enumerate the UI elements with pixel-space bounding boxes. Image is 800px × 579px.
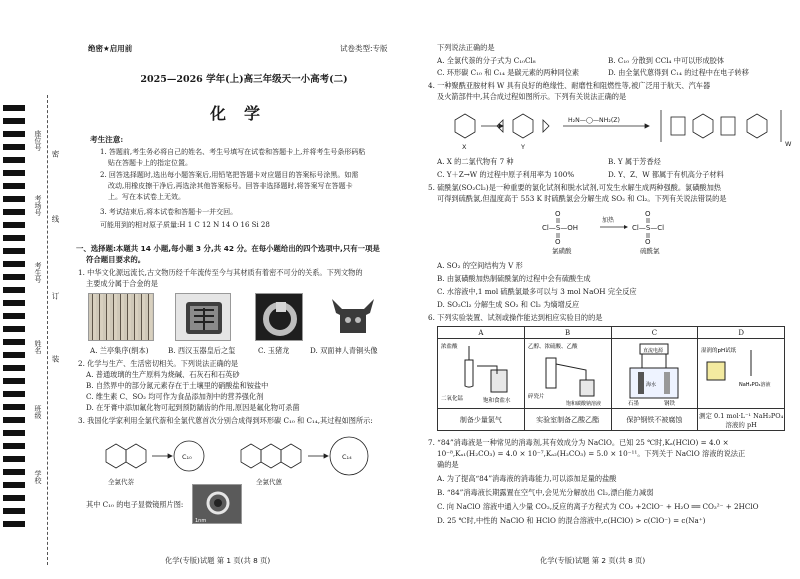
label-chlorosulfonic: 氯磺酸 (552, 247, 572, 254)
class-label: 班级 (34, 405, 42, 419)
q5-option-a: A. SO₂ 的空间结构为 V 形 (437, 261, 523, 270)
label-d0: 湿润的pH试纸 (701, 347, 737, 354)
label-a0: 浓盐酸 (440, 343, 458, 350)
col-b-header: B (524, 327, 611, 339)
apparatus-d (698, 339, 785, 409)
q7-option-d: D. 25 ℃时,中性的 NaClO 和 HClO 的混合溶液中,c(HClO) > c(ClO⁻) = c(Na⁺) (437, 516, 706, 525)
col-c-header: C (611, 327, 698, 339)
q5-structure-scheme (540, 206, 700, 254)
svg-text:Cl—S—Cl: Cl—S—Cl (632, 224, 665, 232)
q5-option-d: D. SO₂Cl₂ 分解生成 SO₂ 和 Cl₂ 为熵增反应 (437, 300, 580, 309)
notice-line: 3. 考试结束后,将本试卷和答题卡一并交回。 (100, 208, 238, 216)
q2-option-c: C. 维生素 C、SO₂ 均可作为食品添加剂中的营养强化剂 (86, 392, 264, 401)
subject-title: 化学 (209, 104, 278, 123)
purpose-d: 测定 0.1 mol·L⁻¹ NaH₂PO₄ 溶液的 pH (698, 409, 785, 431)
svg-text:Cl—S—OH: Cl—S—OH (542, 224, 579, 232)
q7-option-a: A. 为了提高“84”消毒液的消毒能力,可以添加足量的盐酸 (437, 474, 617, 483)
q3-followup-stem: 下列说法正确的是 (437, 43, 495, 52)
q5-stem: 5. 硫酰氯(SO₂Cl₂)是一种重要的氯化试剂和脱水试剂,可发生水解生成两种强酸。氯磺酸加热 (428, 183, 721, 192)
q4-stem-cont: 及火箭部件中,其合成过程如图所示。下列有关说法正确的是 (437, 92, 627, 101)
q4-option-a: A. X 的二氯代物有 7 种 (437, 157, 514, 166)
svg-text:O: O (555, 238, 561, 246)
q7-stem-cont2: 确的是 (437, 460, 459, 469)
notice-line: 上。写在本试卷上无效。 (108, 193, 185, 201)
q6-table (437, 326, 785, 431)
label-anthracene: 全氯代蒽 (256, 478, 282, 486)
q3-option-c: C. 环形碳 C₁₀ 和 C₁₄ 是碳元素的两种同位素 (437, 68, 580, 77)
label-y: Y (521, 143, 525, 151)
label-w: W (785, 140, 792, 148)
label-c1: 石墨 (628, 400, 640, 406)
q4-synthesis-scheme (435, 104, 793, 152)
relic-image-a (88, 293, 154, 341)
q3-stem: 3. 我国化学家利用全氯代萘和全氯代蒽首次分别合成得到环形碳 C₁₀ 和 C₁₄,其过程如图所示: (78, 416, 373, 425)
q1-option-c: C. 玉猪龙 (258, 346, 290, 355)
q3-micro-text: 其中 C₁₀ 的电子显微镜照片图: (86, 500, 184, 509)
q4-stem: 4. 一种聚酰亚胺材料 W 具有良好的绝缘性、耐磨性和阻燃性等,被广泛用于航天、汽车器 (428, 81, 711, 90)
apparatus-b (524, 339, 611, 409)
label-b1: 碎瓷片 (527, 393, 545, 400)
label-sulfuryl: 硫酰氯 (640, 247, 660, 254)
q6-stem: 6. 下列实验装置、试剂或操作能达到相应实验目的的是 (428, 313, 603, 322)
heat-label: 加热 (602, 217, 615, 224)
name-label: 姓名 (34, 340, 42, 354)
svg-text:O: O (645, 210, 651, 218)
q5-stem-cont: 可得到硫酰氯,但温度高于 553 K 时硫酰氯会分解生成 SO₂ 和 Cl₂。下列有关说法错误的是 (437, 194, 727, 203)
q2-option-a: A. 普通玻璃的生产原料为烧碱、石灰石和石英砂 (86, 370, 240, 379)
micro-scale: 1nm (195, 518, 207, 524)
q2-option-d: D. 在牙膏中添加氟化物可起到预防龋齿的作用,原因是氟化物可杀菌 (86, 403, 300, 412)
svg-text:O: O (555, 210, 561, 218)
q3-option-d: D. 由全氯代蒽得到 C₁₄ 的过程中在电子转移 (608, 68, 749, 77)
q1-option-a: A. 兰亭集序(绢本) (90, 346, 149, 355)
purpose-b: 实验室制备乙酸乙酯 (524, 409, 611, 431)
barcode-strip (3, 105, 25, 565)
binding-margin (0, 0, 62, 579)
secret-label: 绝密★启用前 (88, 44, 133, 53)
purpose-c: 保护钢铁不被腐蚀 (611, 409, 698, 431)
q2-option-b: B. 自然界中的部分氮元素存在于土壤里的硝酸盐和铵盐中 (86, 381, 269, 390)
label-a2: 饱和食盐水 (482, 397, 511, 404)
notice-line: 改动,用橡皮擦干净后,再选涂其他答案标号。回答非选择题时,将答案写在答题卡 (108, 182, 353, 190)
line-char: 线 (51, 215, 60, 224)
notice-line: 1. 答题前,考生务必将自己的姓名、考生号填写在试卷和答题卡上,并将考生号条形码粘 (100, 148, 366, 156)
footer-page2: 化学(专版)试题 第 2 页(共 8 页) (540, 556, 646, 565)
q1-option-b: B. 西汉玉器皇后之玺 (168, 346, 236, 355)
bind-char: 装 (51, 355, 60, 364)
reagent-z: H₂N—◯—NH₂(Z) (568, 117, 620, 124)
notice-line: 2. 回答选择题时,选出每小题答案后,用铅笔把答题卡对应题目的答案标号涂黑。如需 (100, 171, 359, 179)
q3-option-b: B. C₁₀ 分散到 CCl₄ 中可以形成胶体 (608, 56, 725, 65)
notice-line: 贴在答题卡上的指定位置。 (108, 159, 192, 167)
q7-option-b: B. “84”消毒液长期露置在空气中,会见光分解放出 Cl₂,漂白能力减弱 (437, 488, 654, 497)
section-title-cont: 符合题目要求的。 (86, 255, 146, 264)
label-c14: C₁₄ (342, 453, 352, 461)
footer-page1: 化学(专版)试题 第 1 页(共 8 页) (165, 556, 271, 565)
q5-option-b: B. 由氯磺酸加热制硫酰氯的过程中会有硫酸生成 (437, 274, 591, 283)
q7-option-c: C. 向 NaClO 溶液中通入少量 CO₂,反应的离子方程式为 CO₂ +2ClO⁻ + H₂O ══ CO₃²⁻ + 2HClO (437, 502, 759, 511)
seal-char: 密 (51, 150, 60, 159)
label-c2: 钢铁 (664, 400, 676, 406)
q7-stem: 7. “84”消毒液是一种常见的消毒剂,其有效成分为 NaClO。已知 25 ℃时,Kₐ(HClO) = 4.0 × (428, 438, 729, 447)
room-label: 考场号 (34, 195, 42, 216)
q1-stem-cont: 主要成分属于合金的是 (86, 279, 158, 288)
q3-option-a: A. 全氯代萘的分子式为 C₁₀Cl₈ (437, 56, 536, 65)
cut-line (47, 95, 48, 565)
relic-image-c (255, 293, 303, 341)
col-a-header: A (438, 327, 525, 339)
q1-stem: 1. 中华文化源远流长,古文物历经千年流传至今与其材质有着密不可分的关系。下列文物的 (78, 268, 363, 277)
q2-stem: 2. 化学与生产、生活密切相关。下列说法正确的是 (78, 359, 239, 368)
apparatus-c (611, 339, 698, 409)
q4-option-d: D. Y、Z、W 都属于有机高分子材料 (608, 170, 724, 179)
svg-text:O: O (645, 238, 651, 246)
notice-title: 考生注意: (90, 135, 124, 144)
label-b0: 乙醇、浓硫酸、乙酸 (527, 343, 578, 350)
c10-micrograph (192, 484, 242, 524)
purpose-a: 制备少量氯气 (438, 409, 525, 431)
seat-label: 座位号 (34, 130, 42, 151)
label-d1: NaH₂PO₄溶液 (739, 381, 771, 388)
q7-stem-cont: 10⁻⁸,Kₐ₁(H₂CO₃) = 4.0 × 10⁻⁷,Kₐ₂(H₂CO₃) = 5.0 × 10⁻¹¹。下列关于 NaClO 溶液的说法正 (437, 449, 746, 458)
q4-option-b: B. Y 属于芳香烃 (608, 157, 661, 166)
label-c0: 直流电源 (643, 347, 664, 354)
exam-no-label: 考生号 (34, 262, 42, 283)
label-x: X (462, 143, 467, 151)
label-c10: C₁₀ (182, 453, 192, 461)
label-b2: 饱和碳酸钠溶液 (565, 400, 601, 406)
paper-type: 试卷类型:专版 (340, 44, 388, 53)
q3-reaction-scheme (86, 430, 412, 486)
section-title: 一、选择题:本题共 14 小题,每小题 3 分,共 42 分。在每小题给出的四个选项中,只有一项是 (76, 244, 380, 253)
col-d-header: D (698, 327, 785, 339)
relic-image-d (326, 293, 380, 341)
label-c3: 海水 (646, 381, 657, 388)
q5-option-c: C. 水溶液中,1 mol 硫酰氯最多可以与 3 mol NaOH 完全反应 (437, 287, 637, 296)
relic-image-b (175, 293, 231, 341)
q4-option-c: C. Y＋Z→W 的过程中原子利用率为 100% (437, 170, 575, 179)
label-naphthalene: 全氯代萘 (108, 478, 134, 486)
exam-title: 2025—2026 学年(上)高三年级天一小高考(二) (140, 74, 348, 85)
apparatus-a (438, 339, 525, 409)
label-a1: 二氧化锰 (440, 395, 463, 402)
cut-char: 订 (51, 292, 60, 301)
school-label: 学校 (34, 470, 42, 484)
atomic-mass-line: 可能用到的相对原子质量:H 1 C 12 N 14 O 16 Si 28 (100, 221, 270, 229)
q1-option-d: D. 双面神人青铜头像 (310, 346, 378, 355)
